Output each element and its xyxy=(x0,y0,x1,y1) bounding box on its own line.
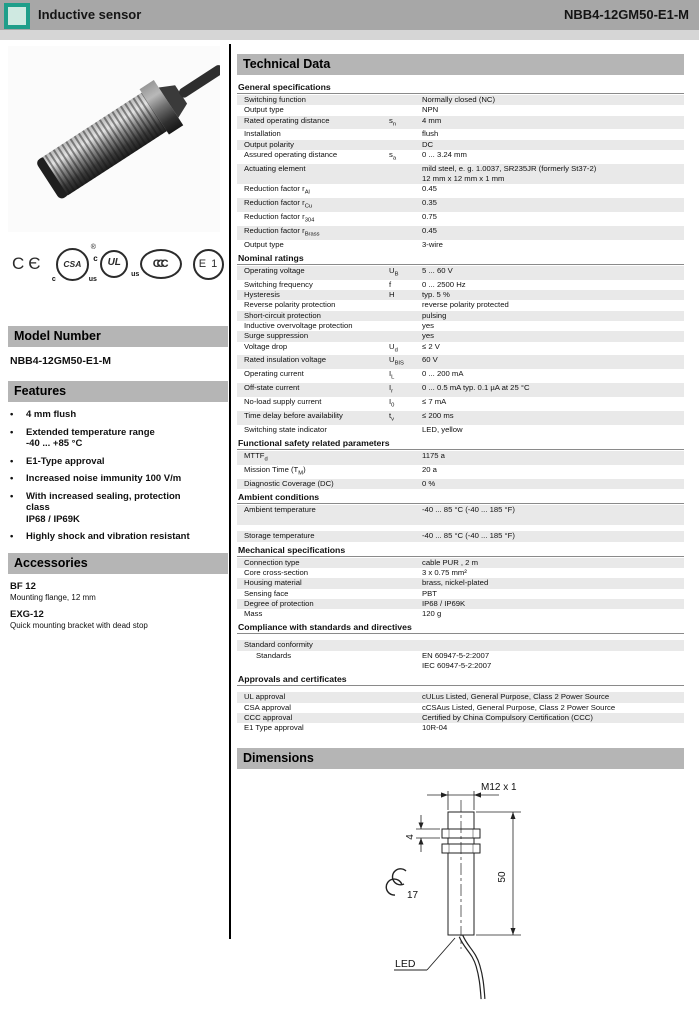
spec-label: Short-circuit protection xyxy=(244,310,321,320)
spec-label: Output type xyxy=(244,239,284,249)
spec-row xyxy=(237,609,684,619)
spec-value: yes xyxy=(422,331,434,341)
spec-symbol: $s_a$ xyxy=(389,150,397,162)
spec-symbol xyxy=(389,568,422,578)
spec-label: Connection type xyxy=(244,557,300,567)
feature-item xyxy=(10,409,228,421)
spec-value: Certified by China Compulsory Certification (CCC) xyxy=(422,712,593,722)
csa-c-label: c xyxy=(51,275,56,283)
spec-symbol xyxy=(389,692,422,702)
spec-value: LED, yellow xyxy=(422,424,463,434)
spec-value: 120 g xyxy=(422,609,442,619)
bullet-icon: • xyxy=(10,531,14,542)
spec-row xyxy=(237,150,684,164)
spec-symbol xyxy=(389,703,422,713)
spec-symbol xyxy=(389,95,422,105)
spec-row xyxy=(237,692,684,702)
features-list xyxy=(10,409,228,543)
spec-symbol: $I_0$ xyxy=(389,396,395,409)
spec-label: Core cross-section xyxy=(244,567,309,577)
spec-row xyxy=(237,355,684,369)
spec-symbol: f xyxy=(389,279,392,289)
spec-value: cULus Listed, General Purpose, Class 2 Power Source xyxy=(422,692,610,702)
spec-row xyxy=(237,425,684,435)
spec-label: Mission Time $(T_M)$ xyxy=(244,464,306,477)
spec-symbol: $U_d$ xyxy=(389,341,398,354)
spec-label: E1 Type approval xyxy=(244,723,304,733)
spec-label: Rated operating distance xyxy=(244,115,330,125)
spec-label: Reverse polarity protection xyxy=(244,300,336,310)
header-model-number: NBB4-12GM50-E1-M xyxy=(564,7,689,22)
feature-item xyxy=(10,473,228,485)
csa-circle: CSA xyxy=(56,248,89,281)
product-photo xyxy=(8,46,220,232)
spec-label: Standard conformity xyxy=(244,640,313,650)
spec-symbol xyxy=(389,184,422,198)
spec-symbol xyxy=(389,640,422,650)
spec-row xyxy=(237,212,684,226)
spec-symbol xyxy=(389,651,422,672)
spec-row xyxy=(237,651,684,672)
spec-value: DC xyxy=(422,139,434,149)
spec-symbol xyxy=(389,140,422,150)
accessory-code: BF 12 xyxy=(10,580,36,592)
spec-symbol xyxy=(389,331,422,341)
spec-value: IP68 / IP69K xyxy=(422,598,466,608)
spec-symbol xyxy=(389,599,422,609)
spec-symbol xyxy=(389,198,422,212)
spec-value: yes xyxy=(422,321,434,331)
spec-symbol xyxy=(389,212,422,226)
dim-thread-label: M12 x 1 xyxy=(481,781,517,793)
spec-value: 10R-04 xyxy=(422,723,448,733)
spec-value: 3-wire xyxy=(422,239,443,249)
spec-label: Inductive overvoltage protection xyxy=(244,321,353,331)
spec-section-title: Compliance with standards and directives xyxy=(237,619,684,634)
spec-section-title: Nominal ratings xyxy=(237,250,684,265)
spec-symbol xyxy=(389,589,422,599)
technical-table xyxy=(237,79,684,734)
spec-value xyxy=(422,640,684,650)
ccc-label: CCC xyxy=(152,258,165,270)
spec-row xyxy=(237,140,684,150)
spec-label: Output polarity xyxy=(244,139,294,149)
spec-symbol xyxy=(389,479,422,489)
spec-row xyxy=(237,164,684,185)
spec-row xyxy=(237,311,684,321)
spec-label: Time delay before availability xyxy=(244,410,343,420)
spec-row xyxy=(237,703,684,713)
spec-symbol xyxy=(389,164,422,185)
spec-row xyxy=(237,290,684,300)
spec-row xyxy=(237,505,684,526)
spec-value: flush xyxy=(422,129,439,139)
spec-label: Operating current xyxy=(244,369,304,379)
spec-value: ≤ 2 V xyxy=(422,341,440,351)
spec-row xyxy=(237,280,684,290)
feature-text: With increased sealing, protection class IP68 / IP69K xyxy=(26,490,181,525)
spec-row xyxy=(237,129,684,139)
spec-value: 4 mm xyxy=(422,115,442,125)
dim-wrench-label: 17 xyxy=(407,889,419,901)
spec-label: Hysteresis xyxy=(244,290,280,300)
spec-value: 0 ... 3.24 mm xyxy=(422,150,467,160)
spec-symbol xyxy=(389,300,422,310)
spec-symbol xyxy=(389,240,422,250)
spec-label: Voltage drop xyxy=(244,341,288,351)
spec-value: cCSAus Listed, General Purpose, Class 2 Power Source xyxy=(422,702,616,712)
spec-row xyxy=(237,95,684,105)
feature-text: Highly shock and vibration resistant xyxy=(26,531,190,542)
spec-section-title: Mechanical specifications xyxy=(237,542,684,557)
ul-mark-icon xyxy=(93,250,140,278)
accessory-code: EXG-12 xyxy=(10,608,44,620)
spec-value: Normally closed (NC) xyxy=(422,95,496,104)
sensor-photo-illustration xyxy=(8,46,220,232)
spec-row xyxy=(237,116,684,130)
bullet-icon: • xyxy=(10,455,14,467)
header-substrip xyxy=(0,30,699,40)
spec-section-title: General specifications xyxy=(237,79,684,94)
spec-row xyxy=(237,713,684,723)
spec-row xyxy=(237,578,684,588)
spec-symbol xyxy=(389,723,422,733)
accessory-description: Quick mounting bracket with dead stop xyxy=(10,620,148,630)
spec-value: pulsing xyxy=(422,310,447,320)
spec-value: typ. 5 % xyxy=(422,290,450,300)
spec-value: cable PUR , 2 m xyxy=(422,557,478,567)
ccc-mark-icon xyxy=(140,249,182,279)
spec-symbol xyxy=(389,505,422,526)
spec-value: -40 ... 85 °C (-40 ... 185 °F) xyxy=(422,531,515,541)
spec-label: Surge suppression xyxy=(244,331,309,341)
spec-row xyxy=(237,723,684,733)
spec-row xyxy=(237,226,684,240)
spec-row xyxy=(237,479,684,489)
spec-label: Reduction factor $r_{Al}$ xyxy=(244,184,310,196)
spec-symbol xyxy=(389,451,422,465)
spec-value: 0.35 xyxy=(422,198,437,208)
spec-row xyxy=(237,640,684,650)
spec-label: Housing material xyxy=(244,578,302,588)
spec-value: 1175 a xyxy=(422,450,445,460)
spec-value: 0.45 xyxy=(422,225,437,235)
ul-c-label: c xyxy=(93,254,98,263)
spec-value: 0 ... 200 mA xyxy=(422,369,464,379)
dim-flange-label: 4 xyxy=(405,833,416,840)
spec-value: brass, nickel-plated xyxy=(422,578,489,588)
spec-row xyxy=(237,411,684,425)
spec-value: ≤ 7 mA xyxy=(422,396,447,406)
bullet-icon: • xyxy=(10,409,14,420)
dimension-drawing xyxy=(331,779,684,1022)
spec-row xyxy=(237,331,684,341)
model-number-section-bar: Model Number xyxy=(8,326,228,347)
accessory-item xyxy=(10,609,228,630)
spec-symbol: $I_r$ xyxy=(389,383,394,395)
spec-row xyxy=(237,558,684,568)
spec-value: 0.75 xyxy=(422,212,437,222)
feature-item xyxy=(10,427,228,450)
spec-row xyxy=(237,451,684,465)
bullet-icon: • xyxy=(10,426,14,438)
spec-label: CSA approval xyxy=(244,702,292,712)
spec-row xyxy=(237,568,684,578)
spec-label: Reduction factor $r_{304}$ xyxy=(244,212,315,224)
spec-row xyxy=(237,599,684,609)
spec-symbol: $I_L$ xyxy=(389,369,395,381)
bullet-icon: • xyxy=(10,473,14,484)
spec-label: Rated insulation voltage xyxy=(244,355,327,365)
spec-symbol xyxy=(389,558,422,568)
spec-row xyxy=(237,397,684,411)
spec-row xyxy=(237,531,684,541)
spec-symbol xyxy=(389,465,422,479)
spec-symbol xyxy=(389,531,422,541)
document-title: Inductive sensor xyxy=(38,7,142,22)
feature-text: E1-Type approval xyxy=(26,455,105,467)
spec-row xyxy=(237,383,684,397)
spec-label: Switching frequency xyxy=(244,279,313,289)
spec-symbol xyxy=(389,425,422,435)
feature-item xyxy=(10,531,228,543)
spec-value: ≤ 200 ms xyxy=(422,410,454,420)
spec-value: PBT xyxy=(422,588,437,598)
spec-value: 5 ... 60 V xyxy=(422,266,453,276)
certification-logos xyxy=(8,240,228,288)
spec-row xyxy=(237,105,684,115)
spec-label: Off-state current xyxy=(244,383,300,393)
spec-value: 60 V xyxy=(422,355,438,365)
left-column xyxy=(8,46,228,630)
spec-value: 0.45 xyxy=(422,184,437,194)
spec-section-title: Functional safety related parameters xyxy=(237,435,684,450)
accessories-section-bar: Accessories xyxy=(8,553,228,574)
spec-label: CCC approval xyxy=(244,712,293,722)
dim-length-label: 50 xyxy=(497,870,508,883)
spec-symbol: $U_{BIS}$ xyxy=(389,355,404,368)
led-label: LED xyxy=(395,957,416,970)
spec-label: No-load supply current xyxy=(244,396,322,406)
spec-row xyxy=(237,321,684,331)
spec-value: EN 60947-5-2:2007 IEC 60947-5-2:2007 xyxy=(422,650,492,671)
bullet-icon: • xyxy=(10,490,14,502)
accessories-list xyxy=(8,581,228,630)
spec-row xyxy=(237,300,684,310)
technical-data-section-bar: Technical Data xyxy=(237,54,684,75)
features-section-bar: Features xyxy=(8,381,228,402)
spec-label: Assured operating distance xyxy=(244,150,338,160)
spec-row xyxy=(237,198,684,212)
spec-symbol xyxy=(389,311,422,321)
accessory-description: Mounting flange, 12 mm xyxy=(10,592,96,602)
right-column xyxy=(237,54,684,1022)
spec-label: Switching function xyxy=(244,95,306,104)
spec-symbol xyxy=(389,713,422,723)
spec-label: Storage temperature xyxy=(244,531,315,541)
feature-text: 4 mm flush xyxy=(26,409,77,420)
spec-label: Actuating element xyxy=(244,163,306,173)
feature-item xyxy=(10,491,228,526)
spec-row xyxy=(237,240,684,250)
csa-us-label: us xyxy=(88,275,97,283)
ul-circle: UL xyxy=(100,250,128,278)
spec-symbol xyxy=(389,129,422,139)
spec-label: UL approval xyxy=(244,692,286,702)
spec-symbol xyxy=(389,321,422,331)
spec-symbol xyxy=(389,578,422,588)
spec-row xyxy=(237,184,684,198)
spec-symbol: H xyxy=(389,290,395,300)
e1-mark-icon: E 1 xyxy=(193,249,224,280)
page-header xyxy=(0,0,699,30)
spec-label: Mass xyxy=(244,609,263,619)
spec-label: Standards xyxy=(256,650,292,660)
spec-value: -40 ... 85 °C (-40 ... 185 °F) xyxy=(422,504,515,514)
spec-symbol: $U_B$ xyxy=(389,266,399,278)
brand-logo-icon xyxy=(4,3,30,29)
feature-text: Extended temperature range -40 ... +85 °C xyxy=(26,426,155,449)
spec-label: Output type xyxy=(244,105,284,115)
spec-symbol xyxy=(389,105,422,115)
column-divider xyxy=(229,44,231,939)
csa-mark-icon xyxy=(51,243,97,283)
spec-value: mild steel, e. g. 1.0037, SR235JR (formerly St37-2) 12 mm x 12 mm x 1 mm xyxy=(422,163,597,184)
spec-symbol xyxy=(389,609,422,619)
wrench-icon xyxy=(386,868,406,894)
csa-registered-label: ® xyxy=(90,243,96,251)
ul-us-label: us xyxy=(131,271,140,278)
spec-value: reverse polarity protected xyxy=(422,300,509,310)
spec-row xyxy=(237,589,684,599)
spec-row xyxy=(237,369,684,383)
dimension-drawing-svg xyxy=(331,779,631,1017)
spec-symbol xyxy=(389,226,422,240)
feature-text: Increased noise immunity 100 V/m xyxy=(26,473,182,484)
spec-label: Reduction factor $r_{Brass}$ xyxy=(244,225,320,238)
spec-label: Switching state indicator xyxy=(244,424,327,434)
model-number-value: NBB4-12GM50-E1-M xyxy=(10,355,111,367)
spec-label: Degree of protection xyxy=(244,598,314,608)
spec-label: Installation xyxy=(244,129,281,139)
spec-section-title: Approvals and certificates xyxy=(237,671,684,686)
accessory-item xyxy=(10,581,228,602)
spec-symbol: $t_v$ xyxy=(389,410,395,423)
spec-row xyxy=(237,266,684,280)
spec-value: 0 ... 0.5 mA typ. 0.1 µA at 25 °C xyxy=(422,383,530,393)
spec-row xyxy=(237,465,684,479)
spec-label: Sensing face xyxy=(244,588,289,598)
spec-value: 0 % xyxy=(422,478,436,488)
spec-label: $MTTF_d$ xyxy=(244,450,268,463)
spec-label: Reduction factor $r_{Cu}$ xyxy=(244,198,313,210)
dimensions-section-bar: Dimensions xyxy=(237,748,684,769)
spec-symbol: $s_n$ xyxy=(389,115,397,128)
feature-item xyxy=(10,456,228,468)
spec-section-title: Ambient conditions xyxy=(237,489,684,504)
spec-value: 3 x 0.75 mm² xyxy=(422,567,467,577)
spec-value: 0 ... 2500 Hz xyxy=(422,279,466,289)
spec-row xyxy=(237,342,684,356)
spec-value: 20 a xyxy=(422,464,437,474)
spec-label: Ambient temperature xyxy=(244,504,316,514)
spec-label: Operating voltage xyxy=(244,266,305,276)
spec-value: NPN xyxy=(422,105,439,115)
ce-mark-icon: CЄ xyxy=(12,254,45,273)
spec-label: Diagnostic Coverage (DC) xyxy=(244,478,334,488)
